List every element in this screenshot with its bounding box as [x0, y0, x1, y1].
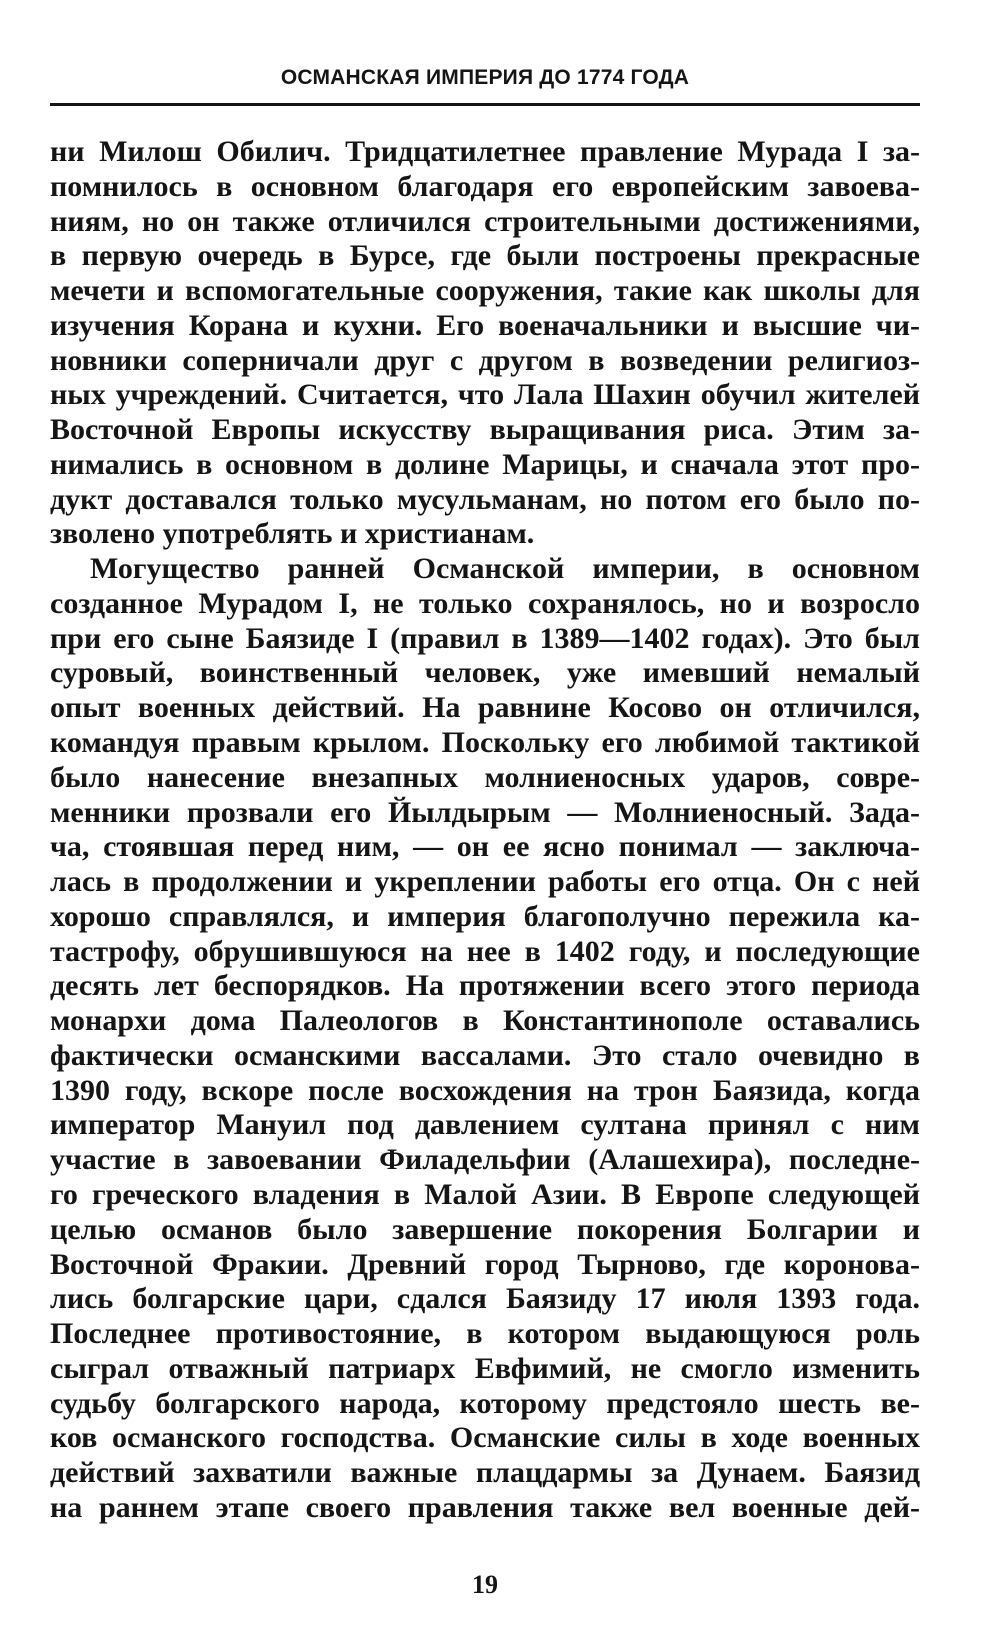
text-line: лись болгарские цари, сдался Баязиду 17 июля 1393 года.: [50, 1282, 920, 1316]
text-line: Могущество ранней Османской империи, в основном: [90, 552, 920, 586]
text-line: суровый, воинственный человек, уже имевший немалый: [50, 656, 920, 690]
text-line: менники прозвали его Йылдырым — Молниеносный. Зада-: [50, 795, 920, 829]
text-line: судьбу болгарского народа, которому предстояло шесть ве-: [50, 1386, 920, 1420]
text-line: командуя правым крылом. Поскольку его любимой тактикой: [50, 726, 920, 760]
text-line: ных учреждений. Считается, что Лала Шахин обучил жителей: [50, 378, 920, 412]
text-line: целью османов было завершение покорения Болгарии и: [50, 1212, 920, 1246]
text-line: мечети и вспомогательные сооружения, такие как школы для: [50, 274, 920, 308]
text-line: Восточной Фракии. Древний город Тырново, где коронова-: [50, 1247, 920, 1281]
header-rule: [50, 103, 920, 106]
text-line: участие в завоевании Филадельфии (Алашехира), последне-: [50, 1143, 920, 1177]
text-line: монархи дома Палеологов в Константинополе оставались: [50, 1004, 920, 1038]
text-line: 1390 году, вскоре после восхождения на трон Баязида, когда: [50, 1073, 920, 1107]
text-line: в первую очередь в Бурсе, где были построены прекрасные: [50, 239, 920, 273]
text-line: ниям, но он также отличился строительными достижениями,: [50, 204, 920, 238]
text-line: тастрофу, обрушившуюся на нее в 1402 году, и последующие: [50, 934, 920, 968]
running-head: ОСМАНСКАЯ ИМПЕРИЯ ДО 1774 ГОДА: [280, 66, 690, 89]
text-line: нимались в основном в долине Марицы, и сначала этот про-: [50, 447, 920, 481]
text-line: зволено употреблять и христианам.: [50, 517, 535, 551]
text-line: дукт доставался только мусульманам, но потом его было по-: [50, 482, 920, 516]
text-line: сыграл отважный патриарх Евфимий, не смогло изменить: [50, 1351, 920, 1385]
page-number: 19: [472, 1570, 498, 1599]
text-line: созданное Мурадом I, не только сохранялось, но и возросло: [50, 586, 920, 620]
text-line: ча, стоявшая перед ним, — он ее ясно понимал — заключа-: [50, 830, 920, 864]
text-line: лась в продолжении и укреплении работы его отца. Он с ней: [50, 865, 920, 899]
text-line: го греческого владения в Малой Азии. В Европе следующей: [50, 1177, 920, 1211]
text-line: было нанесение внезапных молниеносных ударов, совре-: [50, 760, 920, 794]
text-line: император Мануил под давлением султана принял с ним: [50, 1108, 920, 1142]
text-line: при его сыне Баязиде I (правил в 1389—1402 годах). Это был: [50, 621, 920, 655]
text-line: Последнее противостояние, в котором выдающуюся роль: [50, 1317, 920, 1351]
body-text: [50, 135, 920, 1526]
text-line: ков османского господства. Османские силы в ходе военных: [50, 1421, 920, 1455]
text-line: фактически османскими вассалами. Это стало очевидно в: [50, 1038, 920, 1072]
text-line: десять лет беспорядков. На протяжении всего этого периода: [50, 969, 920, 1003]
paragraph-1: [50, 135, 920, 552]
text-line: помнилось в основном благодаря его европейским завоева-: [50, 169, 920, 203]
text-line: Восточной Европы искусству выращивания риса. Этим за-: [50, 413, 920, 447]
text-line: на раннем этапе своего правления также вел военные дей-: [50, 1490, 920, 1524]
text-line: действий захватили важные плацдармы за Дунаем. Баязид: [50, 1456, 920, 1490]
text-line: изучения Корана и кухни. Его военачальники и высшие чи-: [50, 308, 920, 342]
text-line: ни Милош Обилич. Тридцатилетнее правление Мурада I за-: [50, 135, 920, 168]
text-line: новники соперничали друг с другом в возведении религиоз-: [50, 343, 920, 377]
text-line: опыт военных действий. На равнине Косово он отличился,: [50, 691, 920, 725]
text-line: хорошо справлялся, и империя благополучно пережила ка-: [50, 899, 920, 933]
paragraph-2: [50, 552, 920, 1525]
